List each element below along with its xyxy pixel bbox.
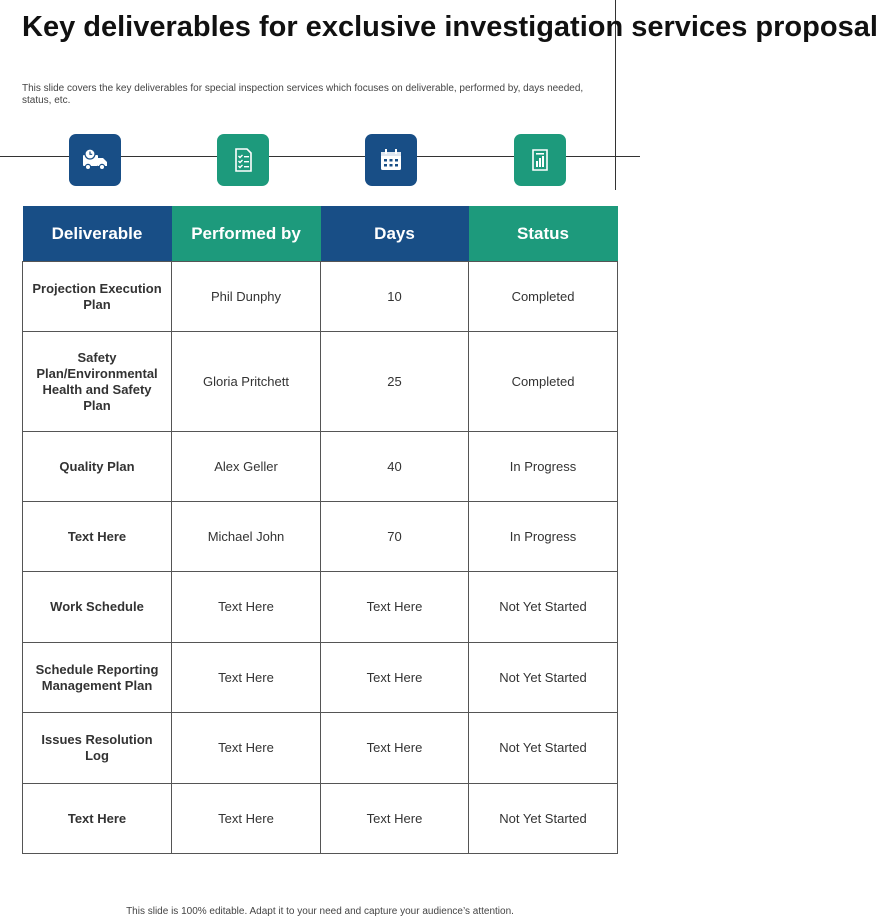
table-row <box>23 713 618 784</box>
page-subtitle: This slide covers the key deliverables for special inspection services which focuses on deliverable, performed by, days needed, status, etc. <box>22 83 584 106</box>
cell-deliverable: Issues Resolution Log <box>23 713 172 784</box>
cell-performed-by: Text Here <box>172 643 321 713</box>
table-row <box>23 502 618 572</box>
cell-performed-by: Text Here <box>172 713 321 784</box>
table-row <box>23 432 618 502</box>
cell-performed-by: Gloria Pritchett <box>172 332 321 432</box>
header-status: Status <box>469 206 618 262</box>
deliverables-table <box>22 206 618 854</box>
table-row <box>23 332 618 432</box>
checklist-icon <box>217 134 269 186</box>
cell-deliverable: Projection Execution Plan <box>23 262 172 332</box>
cell-deliverable: Work Schedule <box>23 572 172 643</box>
truck-clock-icon <box>69 134 121 186</box>
cell-performed-by: Text Here <box>172 572 321 643</box>
cell-days: 40 <box>321 432 469 502</box>
cell-deliverable: Schedule Reporting Management Plan <box>23 643 172 713</box>
header-days: Days <box>321 206 469 262</box>
cell-performed-by: Text Here <box>172 784 321 854</box>
table-row <box>23 784 618 854</box>
cell-status: Not Yet Started <box>469 713 618 784</box>
table-header-row <box>23 206 618 262</box>
bar-chart-icon <box>514 134 566 186</box>
cell-performed-by: Alex Geller <box>172 432 321 502</box>
cell-days: Text Here <box>321 713 469 784</box>
cell-status: Not Yet Started <box>469 643 618 713</box>
cell-days: 70 <box>321 502 469 572</box>
calendar-icon <box>365 134 417 186</box>
cell-days: Text Here <box>321 643 469 713</box>
cell-status: Completed <box>469 262 618 332</box>
cell-performed-by: Michael John <box>172 502 321 572</box>
cell-days: Text Here <box>321 572 469 643</box>
cell-deliverable: Quality Plan <box>23 432 172 502</box>
table-row <box>23 262 618 332</box>
cell-days: Text Here <box>321 784 469 854</box>
table-row <box>23 643 618 713</box>
header-performed-by: Performed by <box>172 206 321 262</box>
cell-status: Not Yet Started <box>469 784 618 854</box>
cell-deliverable: Text Here <box>23 502 172 572</box>
cell-performed-by: Phil Dunphy <box>172 262 321 332</box>
cell-status: Completed <box>469 332 618 432</box>
cell-deliverable: Safety Plan/Environmental Health and Safety Plan <box>23 332 172 432</box>
cell-status: In Progress <box>469 432 618 502</box>
cell-status: Not Yet Started <box>469 572 618 643</box>
cell-days: 10 <box>321 262 469 332</box>
cell-days: 25 <box>321 332 469 432</box>
footer-note: This slide is 100% editable. Adapt it to your need and capture your audience’s attention. <box>126 906 514 917</box>
table-row <box>23 572 618 643</box>
header-deliverable: Deliverable <box>23 206 172 262</box>
cell-deliverable: Text Here <box>23 784 172 854</box>
cell-status: In Progress <box>469 502 618 572</box>
page-title: Key deliverables for exclusive investigation services proposal <box>22 11 878 43</box>
